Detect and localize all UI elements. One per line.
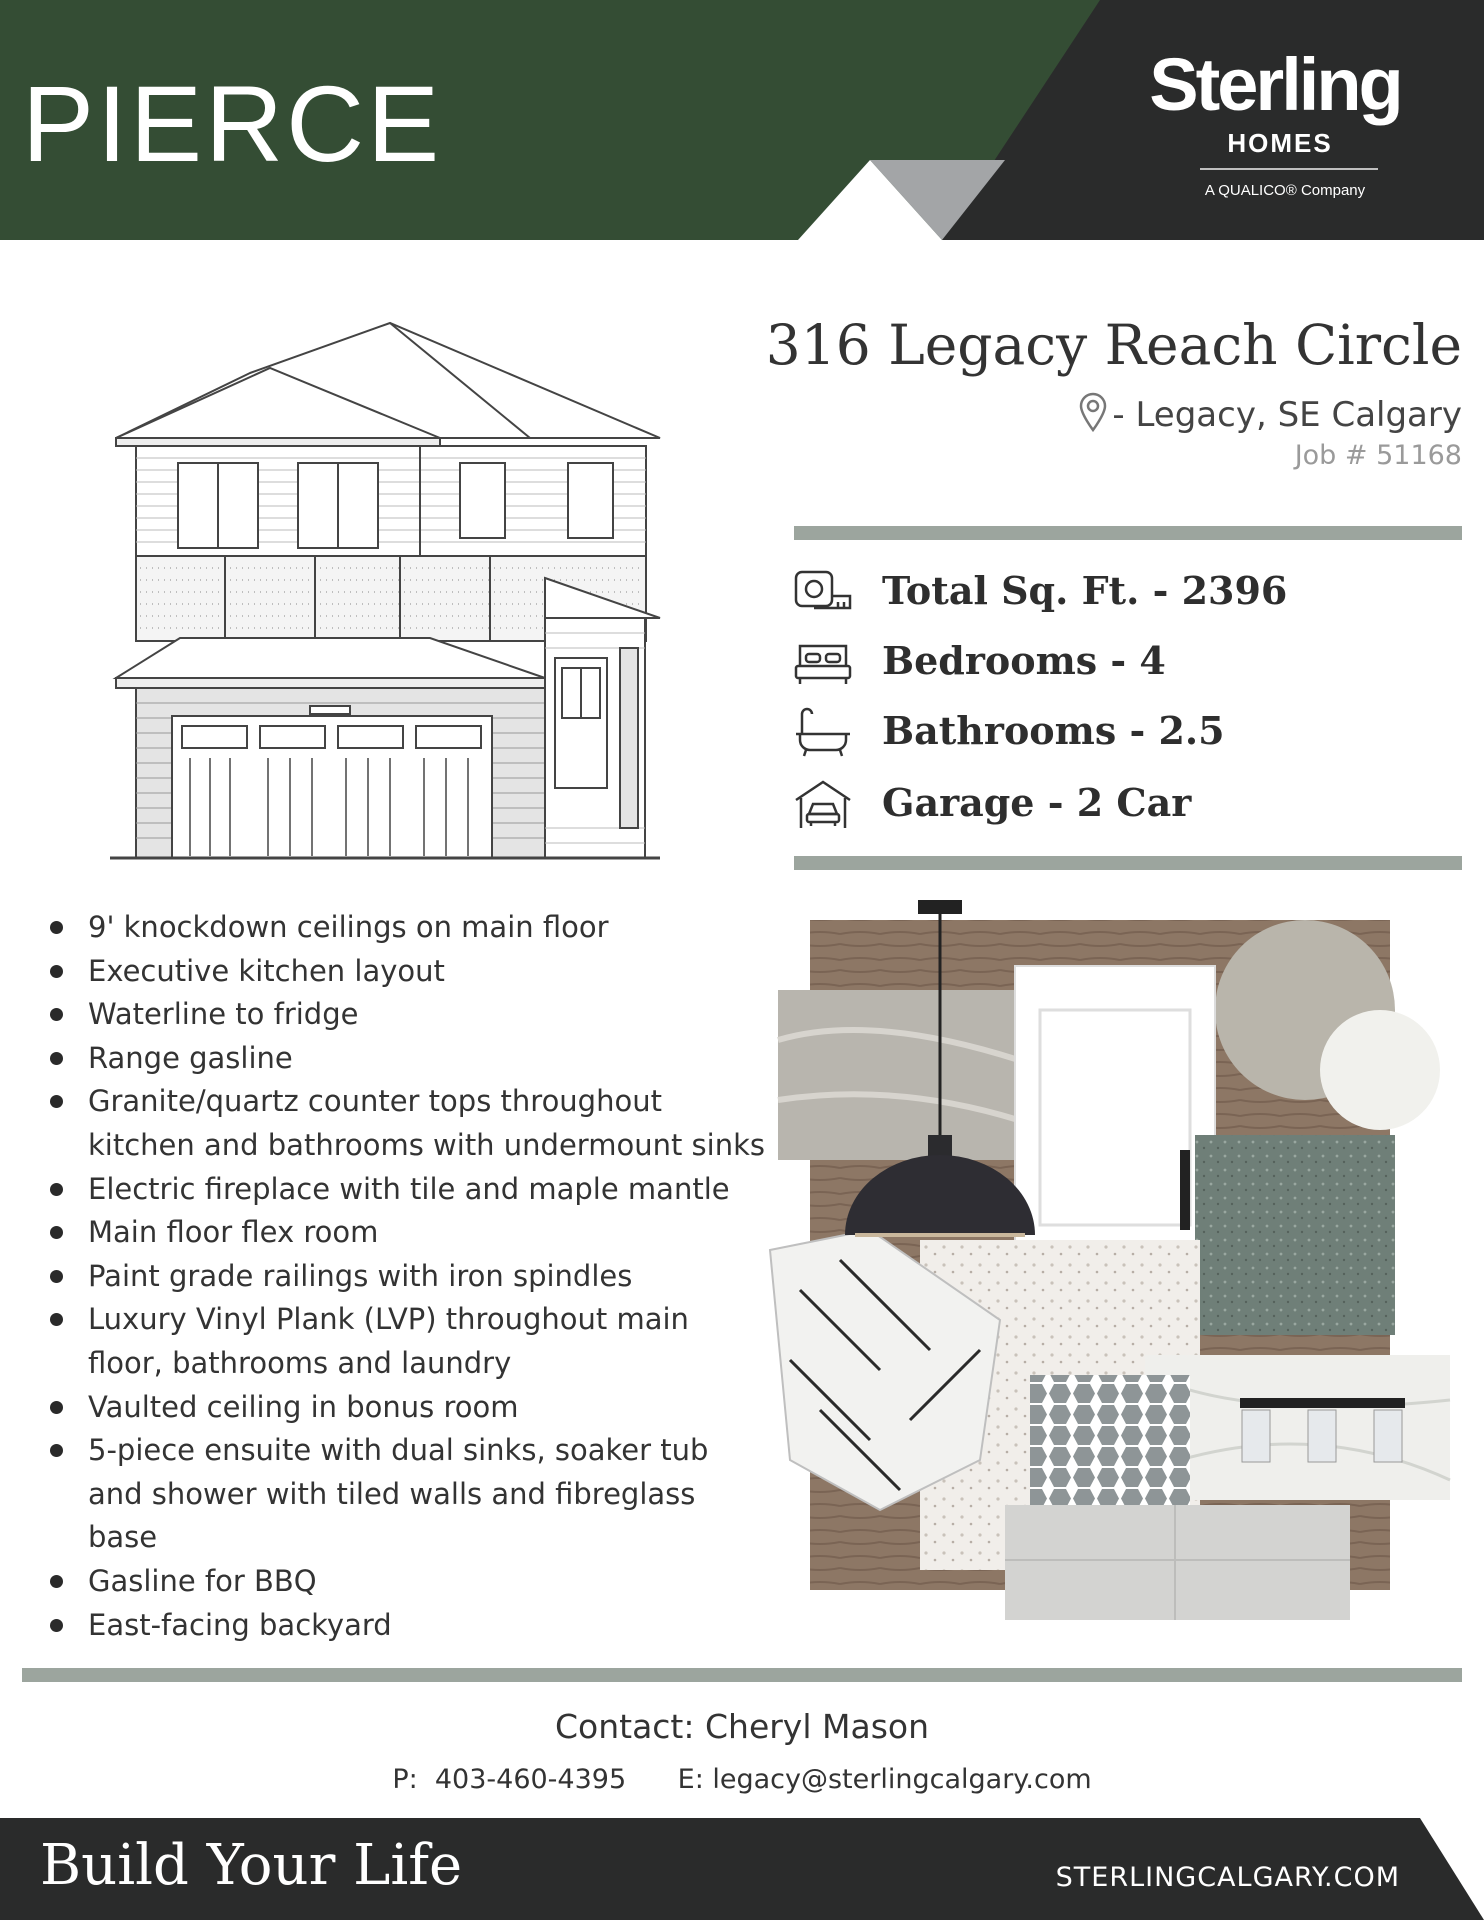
spec-garage <box>792 778 1462 830</box>
feature-item: Gasline for BBQ <box>40 1560 780 1604</box>
feature-item: Paint grade railings with iron spindles <box>40 1255 780 1299</box>
spec-sqft-label: Total Sq. Ft. - 2396 <box>882 568 1288 613</box>
job-number: Job # 51168 <box>1294 440 1462 471</box>
location-pin-icon <box>1078 392 1108 432</box>
feature-item: Luxury Vinyl Plank (LVP) throughout main <box>40 1298 780 1342</box>
bed-icon <box>792 636 854 688</box>
contact-details: P: 403-460-4395 E: legacy@sterlingcalgary.com <box>392 1764 1092 1795</box>
divider-bar-bottom <box>22 1668 1462 1682</box>
location-text: - Legacy, SE Calgary <box>1112 395 1462 435</box>
spec-bathrooms-label: Bathrooms - 2.5 <box>882 708 1225 753</box>
brand-logo: Sterling <box>1149 43 1401 126</box>
feature-item: base <box>88 1520 158 1555</box>
tape-measure-icon <box>792 566 854 618</box>
feature-item: floor, bathrooms and laundry <box>88 1345 512 1380</box>
feature-item: Range gasline <box>40 1037 780 1081</box>
feature-item: 5-piece ensuite with dual sinks, soaker tub <box>40 1429 780 1473</box>
feature-item: kitchen and bathrooms with undermount sinks <box>88 1127 765 1162</box>
feature-item: Main floor flex room <box>40 1211 780 1255</box>
feature-item: Vaulted ceiling in bonus room <box>40 1386 780 1430</box>
feature-item: East-facing backyard <box>40 1604 780 1648</box>
contact-name: Contact: Cheryl Mason <box>554 1707 929 1746</box>
feature-item: Waterline to fridge <box>40 993 780 1037</box>
spec-bedrooms <box>792 636 1462 688</box>
feature-item: and shower with tiled walls and fibreglass <box>88 1476 696 1511</box>
feature-item: 9' knockdown ceilings on main floor <box>40 906 780 950</box>
brand-logo-sub: HOMES <box>1227 128 1333 158</box>
model-name: PIERCE <box>22 63 443 184</box>
finishes-moodboard-image <box>760 900 1470 1630</box>
spec-bedrooms-label: Bedrooms - 4 <box>882 638 1166 683</box>
tagline: Build Your Life <box>40 1833 463 1898</box>
divider-bar-top <box>794 526 1462 540</box>
company-line: A QUALICO® Company <box>1204 182 1366 199</box>
spec-bathrooms <box>792 706 1462 758</box>
feature-item: Executive kitchen layout <box>40 950 780 994</box>
spec-garage-label: Garage - 2 Car <box>882 780 1192 825</box>
features-list <box>40 906 780 1647</box>
property-address: 316 Legacy Reach Circle <box>765 313 1462 377</box>
feature-item: Electric fireplace with tile and maple mantle <box>40 1168 780 1212</box>
divider-bar-middle <box>794 856 1462 870</box>
bathtub-icon <box>792 706 854 758</box>
location-row <box>900 392 1462 435</box>
logo-divider <box>1200 168 1378 170</box>
website-link[interactable]: STERLINGCALGARY.COM <box>1055 1862 1400 1893</box>
spec-sqft <box>792 566 1462 618</box>
house-elevation-drawing <box>100 318 680 868</box>
feature-item: Granite/quartz counter tops throughout <box>40 1080 780 1124</box>
garage-car-icon <box>792 778 854 830</box>
